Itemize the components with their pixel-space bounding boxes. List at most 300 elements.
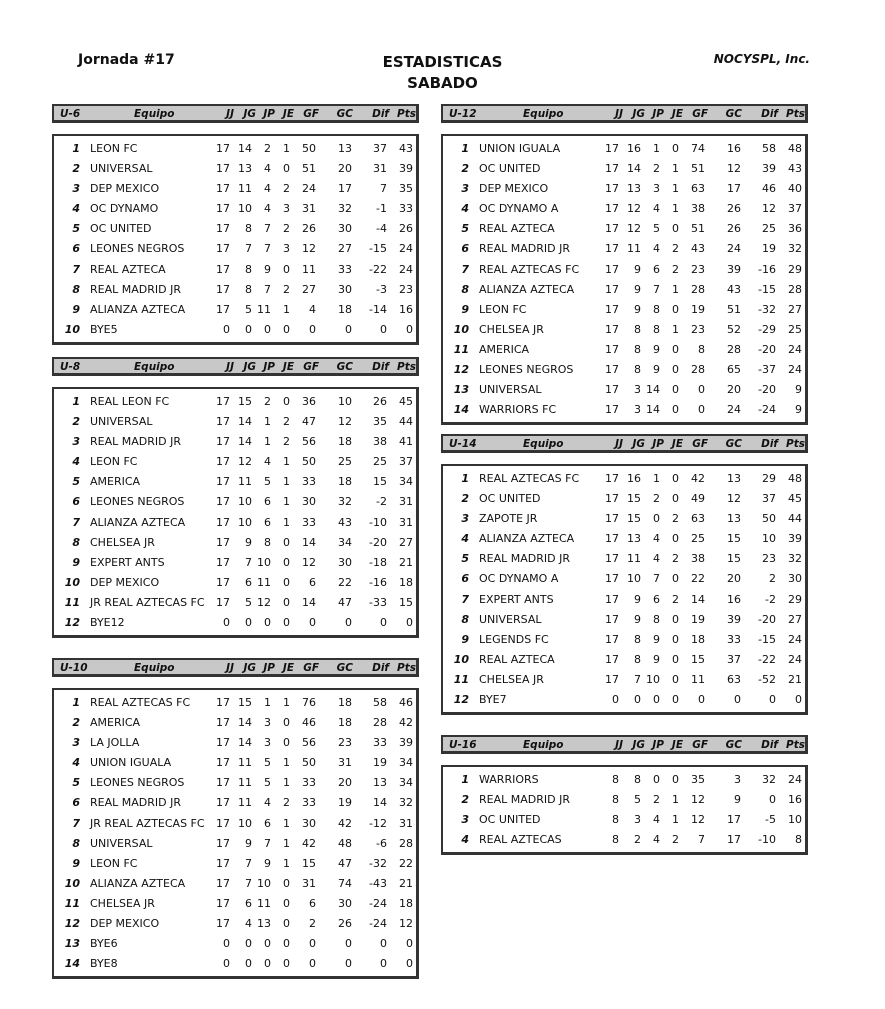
division-label: U-16	[449, 739, 477, 751]
cell-jp: 11	[257, 575, 271, 589]
cell-jg: 8	[245, 262, 252, 276]
cell-je: 1	[672, 322, 679, 336]
cell-gf: 42	[691, 472, 705, 485]
cell-gf: 31	[302, 876, 316, 890]
cell-gf: 50	[302, 756, 316, 770]
cell-gc: 17	[338, 182, 352, 196]
column-header-gf: GF	[303, 361, 319, 373]
cell-jg: 13	[627, 532, 641, 546]
cell-dif: 32	[762, 773, 776, 786]
cell-rank: 4	[461, 532, 469, 546]
cell-team: OC UNITED	[479, 162, 541, 176]
cell-jj: 17	[605, 302, 619, 316]
division-label: U-14	[449, 438, 477, 450]
cell-dif: 14	[373, 796, 387, 810]
title-line-1: ESTADISTICAS	[382, 53, 503, 71]
cell-pts: 28	[399, 836, 413, 850]
cell-jg: 11	[238, 475, 252, 489]
cell-gc: 13	[727, 472, 741, 485]
cell-jj: 17	[216, 876, 230, 890]
cell-gc: 17	[727, 813, 741, 827]
cell-dif: -20	[758, 612, 776, 626]
cell-pts: 31	[399, 495, 413, 509]
cell-team: AMERICA	[90, 475, 141, 489]
cell-gf: 22	[691, 572, 705, 586]
cell-jg: 5	[245, 302, 252, 316]
cell-rank: 6	[72, 242, 80, 256]
cell-rank: 10	[453, 652, 469, 666]
cell-jj: 17	[216, 696, 230, 709]
cell-gf: 6	[309, 896, 316, 910]
cell-pts: 30	[788, 572, 802, 586]
cell-jp: 5	[264, 776, 271, 790]
cell-jj: 17	[216, 395, 230, 408]
cell-team: OC DYNAMO	[90, 202, 159, 216]
cell-jj: 17	[605, 652, 619, 666]
cell-rank: 10	[64, 322, 80, 336]
cell-gf: 14	[691, 592, 705, 606]
cell-rank: 3	[461, 512, 469, 526]
cell-jg: 8	[245, 282, 252, 296]
cell-je: 1	[283, 856, 290, 870]
cell-jj: 17	[605, 262, 619, 276]
cell-je: 0	[672, 612, 679, 626]
cell-jj: 17	[216, 182, 230, 196]
cell-gf: 46	[302, 716, 316, 730]
cell-dif: 25	[373, 455, 387, 469]
cell-jp: 13	[257, 917, 271, 931]
cell-pts: 26	[399, 222, 413, 236]
cell-pts: 48	[788, 472, 802, 485]
cell-gc: 26	[727, 222, 741, 236]
cell-jj: 17	[605, 342, 619, 356]
cell-dif: -37	[758, 363, 776, 377]
cell-dif: -20	[758, 383, 776, 397]
page-title	[330, 52, 555, 94]
cell-pts: 29	[788, 592, 802, 606]
cell-jp: 4	[264, 796, 271, 810]
table-row	[54, 432, 416, 452]
cell-pts: 34	[399, 776, 413, 790]
cell-rank: 5	[72, 776, 80, 790]
cell-jp: 14	[646, 403, 660, 417]
cell-dif: 0	[380, 937, 387, 951]
cell-pts: 0	[795, 693, 802, 707]
cell-jp: 6	[264, 816, 271, 830]
cell-jp: 0	[653, 512, 660, 526]
column-header-dif: Dif	[372, 361, 389, 373]
cell-pts: 24	[788, 342, 802, 356]
cell-dif: 10	[762, 532, 776, 546]
cell-jj: 0	[223, 322, 230, 336]
cell-team: UNIVERSAL	[90, 162, 153, 176]
cell-rank: 1	[461, 472, 469, 485]
cell-jp: 4	[653, 552, 660, 566]
table-row	[54, 874, 416, 894]
table-row	[54, 392, 416, 412]
table-row	[443, 260, 805, 280]
cell-dif: 0	[769, 693, 776, 707]
cell-jp: 2	[653, 492, 660, 506]
column-header-jp: JP	[263, 361, 275, 373]
cell-jp: 4	[264, 455, 271, 469]
table-row	[443, 159, 805, 179]
cell-gf: 4	[309, 302, 316, 316]
table-row	[54, 773, 416, 793]
cell-jj: 17	[216, 856, 230, 870]
standings-u6	[52, 104, 419, 345]
cell-rank: 6	[461, 242, 469, 256]
cell-dif: -2	[376, 495, 387, 509]
cell-jp: 0	[653, 693, 660, 707]
cell-team: CHELSEA JR	[90, 535, 155, 549]
column-header-jp: JP	[263, 662, 275, 674]
cell-jg: 7	[634, 672, 641, 686]
cell-je: 2	[283, 796, 290, 810]
cell-rank: 7	[461, 592, 469, 606]
cell-pts: 21	[399, 876, 413, 890]
cell-team: ALIANZA AZTECA	[90, 876, 186, 890]
cell-gc: 0	[345, 616, 352, 630]
cell-jg: 10	[238, 495, 252, 509]
cell-jp: 12	[257, 595, 271, 609]
cell-gc: 24	[727, 403, 741, 417]
table-row	[443, 650, 805, 670]
cell-jg: 14	[627, 162, 641, 176]
cell-gf: 28	[691, 363, 705, 377]
cell-jg: 11	[238, 182, 252, 196]
cell-pts: 41	[399, 435, 413, 449]
cell-team: AMERICA	[90, 716, 141, 730]
cell-rank: 8	[72, 836, 80, 850]
cell-gc: 12	[727, 492, 741, 506]
cell-je: 1	[672, 282, 679, 296]
cell-gf: 0	[698, 403, 705, 417]
cell-gf: 33	[302, 475, 316, 489]
cell-je: 2	[672, 242, 679, 256]
cell-jg: 3	[634, 383, 641, 397]
column-header-team: Equipo	[134, 361, 175, 373]
cell-jg: 8	[634, 652, 641, 666]
cell-jp: 5	[653, 222, 660, 236]
cell-dif: -14	[369, 302, 387, 316]
cell-jg: 4	[245, 917, 252, 931]
column-header-team: Equipo	[523, 739, 564, 751]
table-row	[443, 610, 805, 630]
cell-pts: 9	[795, 383, 802, 397]
column-header-bar	[52, 104, 419, 123]
cell-pts: 23	[399, 282, 413, 296]
cell-dif: -18	[369, 555, 387, 569]
table-row	[54, 412, 416, 432]
cell-gc: 17	[727, 833, 741, 847]
cell-je: 1	[283, 302, 290, 316]
cell-jj: 17	[216, 555, 230, 569]
cell-gc: 30	[338, 222, 352, 236]
cell-rank: 12	[453, 363, 469, 377]
cell-gf: 19	[691, 302, 705, 316]
cell-jg: 7	[245, 856, 252, 870]
cell-team: REAL AZTECAS	[479, 833, 562, 847]
cell-gf: 0	[309, 957, 316, 971]
cell-jj: 17	[216, 836, 230, 850]
cell-rank: 11	[453, 342, 469, 356]
cell-rank: 5	[72, 222, 80, 236]
cell-jp: 4	[653, 202, 660, 216]
cell-jg: 11	[238, 796, 252, 810]
cell-gc: 18	[338, 696, 352, 709]
cell-jp: 6	[264, 495, 271, 509]
cell-dif: 28	[373, 716, 387, 730]
table-row	[54, 139, 416, 159]
cell-rank: 2	[461, 162, 469, 176]
cell-jp: 1	[653, 472, 660, 485]
cell-gc: 34	[338, 535, 352, 549]
company-name: NOCYSPL, Inc.	[713, 52, 810, 66]
cell-team: OC UNITED	[90, 222, 152, 236]
cell-gf: 11	[302, 262, 316, 276]
cell-dif: -24	[369, 896, 387, 910]
cell-rank: 13	[453, 383, 469, 397]
cell-gf: 51	[302, 162, 316, 176]
cell-jp: 1	[653, 142, 660, 155]
cell-gc: 16	[727, 592, 741, 606]
cell-jj: 17	[605, 492, 619, 506]
cell-gc: 16	[727, 142, 741, 155]
cell-pts: 24	[788, 363, 802, 377]
cell-dif: -32	[369, 856, 387, 870]
table-row	[443, 300, 805, 320]
cell-jg: 7	[245, 555, 252, 569]
cell-gc: 47	[338, 595, 352, 609]
cell-jp: 8	[653, 612, 660, 626]
table-row	[443, 549, 805, 569]
cell-jj: 17	[216, 736, 230, 750]
cell-jg: 2	[634, 833, 641, 847]
cell-team: LEON FC	[479, 302, 527, 316]
column-header-bar	[441, 104, 808, 123]
cell-team: LEON FC	[90, 455, 138, 469]
cell-rank: 12	[453, 693, 469, 707]
cell-jg: 13	[238, 162, 252, 176]
standings-u8	[52, 357, 419, 638]
cell-pts: 0	[406, 957, 413, 971]
cell-rank: 13	[64, 937, 80, 951]
cell-jp: 4	[653, 532, 660, 546]
cell-team: OC UNITED	[479, 492, 541, 506]
cell-pts: 37	[788, 202, 802, 216]
cell-jg: 11	[238, 776, 252, 790]
cell-gf: 2	[309, 917, 316, 931]
cell-jp: 3	[264, 716, 271, 730]
column-header-jp: JP	[263, 108, 275, 120]
cell-rank: 5	[72, 475, 80, 489]
table-row	[54, 793, 416, 813]
cell-pts: 27	[788, 612, 802, 626]
table-row	[443, 219, 805, 239]
cell-gc: 39	[727, 262, 741, 276]
cell-gc: 9	[734, 793, 741, 807]
cell-jj: 17	[216, 595, 230, 609]
cell-gc: 27	[338, 242, 352, 256]
cell-jp: 11	[257, 896, 271, 910]
cell-gf: 25	[691, 532, 705, 546]
cell-team: ALIANZA AZTECA	[90, 515, 186, 529]
cell-je: 2	[672, 552, 679, 566]
column-header-je: JE	[671, 438, 683, 450]
cell-gf: 33	[302, 796, 316, 810]
cell-team: BYE8	[90, 957, 118, 971]
cell-jj: 0	[223, 957, 230, 971]
cell-jg: 9	[634, 612, 641, 626]
cell-jj: 17	[216, 535, 230, 549]
cell-gf: 12	[302, 555, 316, 569]
column-header-pts: Pts	[786, 438, 805, 450]
cell-gc: 18	[338, 716, 352, 730]
cell-jp: 6	[653, 262, 660, 276]
cell-dif: -33	[369, 595, 387, 609]
cell-team: REAL AZTECAS FC	[479, 472, 580, 485]
cell-jj: 17	[605, 403, 619, 417]
table-row	[54, 593, 416, 613]
cell-gc: 30	[338, 282, 352, 296]
cell-rank: 4	[461, 202, 469, 216]
table-row	[443, 280, 805, 300]
table-row	[54, 573, 416, 593]
cell-jj: 17	[605, 632, 619, 646]
cell-dif: 26	[373, 395, 387, 408]
cell-je: 1	[672, 162, 679, 176]
cell-team: EXPERT ANTS	[90, 555, 165, 569]
column-header-gc: GC	[725, 739, 742, 751]
cell-jg: 15	[238, 395, 252, 408]
cell-dif: 50	[762, 512, 776, 526]
cell-gc: 25	[338, 455, 352, 469]
cell-jj: 17	[216, 435, 230, 449]
cell-je: 1	[283, 756, 290, 770]
cell-rank: 2	[72, 716, 80, 730]
cell-jp: 0	[264, 937, 271, 951]
cell-gc: 48	[338, 836, 352, 850]
column-header-dif: Dif	[761, 108, 778, 120]
cell-jg: 12	[627, 202, 641, 216]
table-row	[443, 469, 805, 489]
cell-jp: 4	[264, 162, 271, 176]
cell-dif: -15	[758, 282, 776, 296]
cell-jj: 17	[605, 222, 619, 236]
cell-jj: 17	[216, 816, 230, 830]
cell-gc: 20	[727, 572, 741, 586]
cell-jp: 8	[653, 322, 660, 336]
cell-gc: 30	[338, 555, 352, 569]
cell-pts: 32	[788, 242, 802, 256]
cell-gc: 32	[338, 495, 352, 509]
cell-jj: 17	[605, 532, 619, 546]
cell-je: 0	[672, 632, 679, 646]
cell-je: 1	[283, 495, 290, 509]
cell-rank: 9	[72, 302, 80, 316]
cell-gf: 12	[302, 242, 316, 256]
cell-jp: 9	[653, 632, 660, 646]
cell-jj: 17	[216, 262, 230, 276]
cell-jj: 17	[216, 302, 230, 316]
cell-je: 0	[672, 652, 679, 666]
column-header-jj: JJ	[615, 108, 623, 120]
cell-jj: 0	[223, 616, 230, 630]
cell-gf: 56	[302, 435, 316, 449]
table-row	[54, 199, 416, 219]
cell-jj: 8	[612, 833, 619, 847]
cell-rank: 8	[72, 535, 80, 549]
cell-dif: 33	[373, 736, 387, 750]
column-header-gc: GC	[336, 361, 353, 373]
table-row	[443, 139, 805, 159]
cell-team: ALIANZA AZTECA	[479, 282, 575, 296]
cell-jg: 11	[627, 242, 641, 256]
cell-pts: 46	[399, 696, 413, 709]
column-header-jj: JJ	[226, 662, 234, 674]
cell-rank: 12	[64, 917, 80, 931]
cell-rank: 3	[461, 182, 469, 196]
cell-rank: 2	[461, 492, 469, 506]
cell-jp: 7	[264, 282, 271, 296]
cell-je: 2	[283, 415, 290, 429]
cell-jj: 17	[216, 455, 230, 469]
cell-gf: 0	[309, 937, 316, 951]
cell-gc: 12	[338, 415, 352, 429]
cell-dif: 38	[373, 435, 387, 449]
cell-je: 0	[672, 142, 679, 155]
cell-gc: 17	[727, 182, 741, 196]
division-label: U-10	[60, 662, 88, 674]
table-row	[54, 219, 416, 239]
cell-gc: 74	[338, 876, 352, 890]
cell-gc: 51	[727, 302, 741, 316]
cell-jg: 7	[245, 242, 252, 256]
cell-dif: 35	[373, 415, 387, 429]
cell-team: WARRIORS FC	[479, 403, 557, 417]
cell-je: 1	[672, 793, 679, 807]
cell-jg: 0	[245, 957, 252, 971]
cell-pts: 24	[788, 632, 802, 646]
cell-jj: 17	[216, 756, 230, 770]
cell-jp: 7	[264, 222, 271, 236]
cell-je: 0	[672, 693, 679, 707]
cell-jj: 17	[605, 383, 619, 397]
cell-dif: -32	[758, 302, 776, 316]
cell-team: REAL LEON FC	[90, 395, 170, 408]
cell-gc: 20	[338, 776, 352, 790]
cell-team: REAL MADRID JR	[90, 796, 181, 810]
cell-jg: 8	[634, 363, 641, 377]
cell-jj: 17	[605, 202, 619, 216]
cell-jp: 2	[264, 142, 271, 155]
cell-pts: 28	[788, 282, 802, 296]
column-header-pts: Pts	[786, 739, 805, 751]
jornada-label: Jornada #17	[78, 52, 175, 68]
table-row	[443, 790, 805, 810]
cell-gc: 20	[727, 383, 741, 397]
cell-dif: 39	[762, 162, 776, 176]
table-row	[54, 854, 416, 874]
cell-gf: 24	[302, 182, 316, 196]
cell-dif: -12	[369, 816, 387, 830]
cell-jp: 4	[264, 202, 271, 216]
cell-rank: 1	[72, 696, 80, 709]
cell-gf: 19	[691, 612, 705, 626]
cell-team: BYE12	[90, 616, 125, 630]
cell-gc: 0	[734, 693, 741, 707]
